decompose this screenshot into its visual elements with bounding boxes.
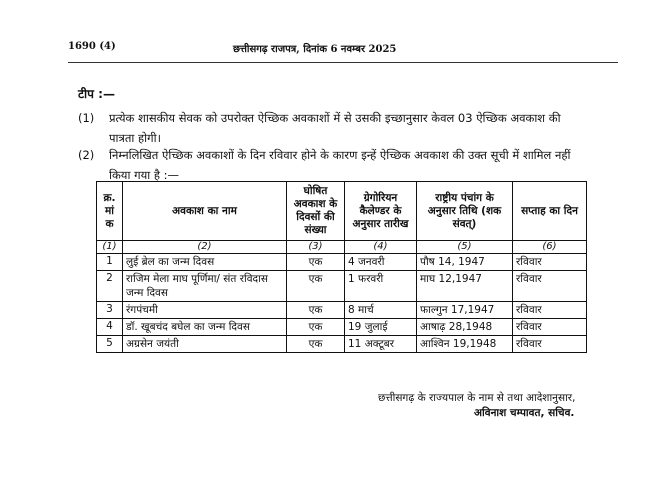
note-point-2 — [78, 145, 598, 185]
serial-cell: 2 — [97, 271, 123, 302]
national-date-cell: माघ 12,1947 — [417, 271, 513, 302]
index-cell: (1) — [97, 241, 123, 254]
gregorian-date-cell: 19 जुलाई — [345, 319, 417, 336]
national-date-cell: आश्विन 19,1948 — [417, 336, 513, 353]
table-header-row — [97, 182, 587, 241]
weekday-cell: रविवार — [513, 336, 587, 353]
days-count-cell: एक — [287, 254, 345, 271]
serial-cell: 4 — [97, 319, 123, 336]
days-count-cell: एक — [287, 336, 345, 353]
days-count-cell: एक — [287, 302, 345, 319]
note-point-number: (1) — [78, 111, 95, 125]
col-header-serial: क्र. मां क — [97, 182, 123, 241]
note-title: टीप :— — [78, 87, 115, 101]
serial-cell: 3 — [97, 302, 123, 319]
table-row — [97, 336, 587, 353]
page-number: 1690 (4) — [68, 41, 116, 52]
gregorian-date-cell: 4 जनवरी — [345, 254, 417, 271]
signatory-name: अविनाश चम्पावत, सचिव. — [474, 407, 575, 419]
weekday-cell: रविवार — [513, 254, 587, 271]
weekday-cell: रविवार — [513, 271, 587, 302]
index-cell: (6) — [513, 241, 587, 254]
index-cell: (2) — [123, 241, 287, 254]
table-row — [97, 302, 587, 319]
serial-cell: 1 — [97, 254, 123, 271]
holiday-name-cell: लुई ब्रेल का जन्म दिवस — [123, 254, 287, 271]
note-point-number: (2) — [78, 148, 95, 162]
note-point-1 — [78, 108, 598, 148]
col-header-days-count: घोषित अवकाश के दिवसों की संख्या — [287, 182, 345, 241]
col-header-holiday-name: अवकाश का नाम — [123, 182, 287, 241]
header-divider — [68, 62, 618, 63]
holiday-name-cell: राजिम मेला माघ पूर्णिमा/ संत रविदास जन्म दिवस — [123, 271, 287, 302]
holiday-name-cell: रंगपंचमी — [123, 302, 287, 319]
national-date-cell: आषाढ़ 28,1948 — [417, 319, 513, 336]
table-row — [97, 319, 587, 336]
national-date-cell: पौष 14, 1947 — [417, 254, 513, 271]
holiday-name-cell: डॉ. खूबचंद बघेल का जन्म दिवस — [123, 319, 287, 336]
national-date-cell: फाल्गुन 17,1947 — [417, 302, 513, 319]
signature-authority-line: छत्तीसगढ़ के राज्यपाल के नाम से तथा आदेशानुसार, — [378, 392, 576, 404]
table-index-row — [97, 241, 587, 254]
index-cell: (3) — [287, 241, 345, 254]
note-point-text: निम्नलिखित ऐच्छिक अवकाशों के दिन रविवार होने के कारण इन्हें ऐच्छिक अवकाश की उक्त सूची में शामिल नहीं किया गया है :— — [109, 148, 571, 182]
index-cell: (4) — [345, 241, 417, 254]
days-count-cell: एक — [287, 271, 345, 302]
gregorian-date-cell: 11 अक्टूबर — [345, 336, 417, 353]
page-header — [68, 41, 618, 59]
weekday-cell: रविवार — [513, 302, 587, 319]
gregorian-date-cell: 8 मार्च — [345, 302, 417, 319]
holiday-name-cell: अग्रसेन जयंती — [123, 336, 287, 353]
holiday-table — [96, 181, 587, 353]
note-point-text: प्रत्येक शासकीय सेवक को उपरोक्त ऐच्छिक अवकाशों में से उसकी इच्छानुसार केवल 03 ऐच्छिक अवकाश की पात्रता होगी। — [109, 111, 561, 145]
weekday-cell: रविवार — [513, 319, 587, 336]
days-count-cell: एक — [287, 319, 345, 336]
gregorian-date-cell: 1 फरवरी — [345, 271, 417, 302]
serial-cell: 5 — [97, 336, 123, 353]
col-header-weekday: सप्ताह का दिन — [513, 182, 587, 241]
col-header-gregorian-date: ग्रेगोरियन कैलेण्डर के अनुसार तारीख — [345, 182, 417, 241]
gazette-title: छत्तीसगढ़ राजपत्र, दिनांक 6 नवम्बर 2025 — [233, 44, 397, 55]
table-row — [97, 254, 587, 271]
index-cell: (5) — [417, 241, 513, 254]
col-header-national-date: राष्ट्रीय पंचांग के अनुसार तिथि (शक संवत्) — [417, 182, 513, 241]
table-row — [97, 271, 587, 302]
